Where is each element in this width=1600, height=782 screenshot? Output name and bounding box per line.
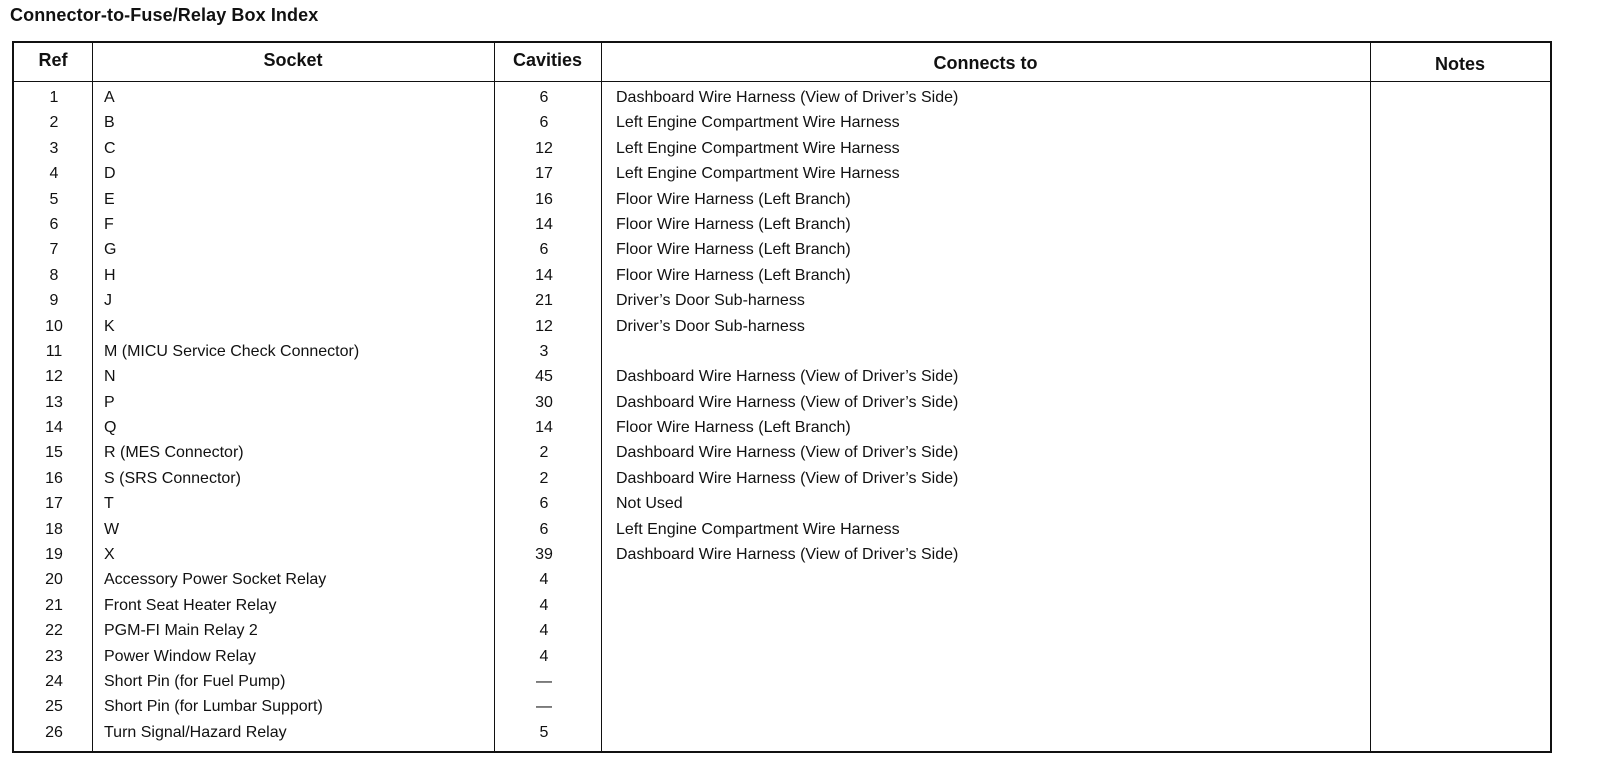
connects-to-cell: Floor Wire Harness (Left Branch) — [616, 419, 851, 437]
ref-cell: 10 — [45, 317, 63, 335]
page-title: Connector-to-Fuse/Relay Box Index — [10, 5, 319, 25]
cavities-cell: 6 — [539, 89, 549, 106]
cavities-cell: 14 — [535, 266, 553, 284]
cavities-cell: 4 — [539, 596, 549, 614]
connects-to-cell: Dashboard Wire Harness (View of Driver’s Side) — [616, 368, 959, 386]
connects-to-cell: Floor Wire Harness (Left Branch) — [616, 241, 851, 259]
table-row — [14, 443, 1550, 468]
ref-cell: 18 — [45, 520, 63, 538]
socket-cell: Q — [104, 419, 117, 437]
table-row — [14, 266, 1550, 291]
socket-cell: S (SRS Connector) — [104, 469, 241, 487]
ref-cell: 9 — [49, 292, 59, 310]
ref-cell: 3 — [49, 139, 59, 157]
connects-to-cell: Left Engine Compartment Wire Harness — [616, 139, 900, 157]
table-row — [14, 393, 1550, 418]
ref-cell: 14 — [45, 419, 63, 437]
socket-cell: R (MES Connector) — [104, 444, 244, 462]
connects-to-cell: Floor Wire Harness (Left Branch) — [616, 266, 851, 284]
table-row — [14, 215, 1550, 240]
table-row — [14, 647, 1550, 672]
socket-cell: Short Pin (for Lumbar Support) — [104, 698, 323, 716]
ref-cell: 15 — [45, 444, 63, 462]
table-row — [14, 418, 1550, 443]
table-row — [14, 240, 1550, 265]
table-row — [14, 570, 1550, 595]
socket-cell: K — [104, 317, 115, 335]
ref-cell: 21 — [45, 596, 63, 614]
ref-cell: 16 — [45, 469, 63, 487]
socket-cell: W — [104, 520, 120, 538]
cavities-cell: 6 — [539, 114, 549, 132]
socket-cell: T — [104, 495, 114, 513]
ref-cell: 11 — [45, 342, 63, 360]
socket-cell: Turn Signal/Hazard Relay — [104, 723, 287, 741]
ref-cell: 25 — [45, 698, 63, 716]
cavities-cell: 12 — [535, 139, 553, 157]
cavities-cell: 30 — [535, 393, 553, 411]
table-row — [14, 367, 1550, 392]
cavities-cell: 4 — [539, 622, 549, 640]
cavities-cell: 12 — [535, 317, 553, 335]
table-row — [14, 520, 1550, 545]
socket-cell: N — [104, 368, 116, 386]
ref-cell: 2 — [49, 114, 59, 132]
socket-cell: M (MICU Service Check Connector) — [104, 342, 360, 360]
ref-cell: 23 — [45, 647, 63, 665]
socket-cell: D — [104, 165, 116, 183]
cavities-cell: 5 — [539, 723, 549, 741]
table-row — [14, 723, 1550, 748]
ref-cell: 6 — [49, 215, 59, 233]
table-row — [14, 88, 1550, 113]
cavities-cell: 16 — [535, 190, 553, 208]
socket-cell: H — [104, 266, 116, 284]
table-row — [14, 164, 1550, 189]
connects-to-cell: Left Engine Compartment Wire Harness — [616, 165, 900, 183]
ref-cell: 26 — [45, 723, 63, 741]
table-row — [14, 139, 1550, 164]
table-row — [14, 672, 1550, 697]
header-ref: Ref — [38, 50, 68, 70]
socket-cell: B — [104, 114, 115, 132]
socket-cell: A — [104, 89, 115, 106]
connects-to-cell: Left Engine Compartment Wire Harness — [616, 520, 900, 538]
connects-to-cell: Floor Wire Harness (Left Branch) — [616, 215, 851, 233]
connects-to-cell: Floor Wire Harness (Left Branch) — [616, 190, 851, 208]
ref-cell: 5 — [49, 190, 59, 208]
ref-cell: 24 — [45, 672, 63, 690]
connector-index-table — [12, 41, 1552, 753]
header-notes: Notes — [1434, 54, 1485, 74]
cavities-cell: — — [536, 698, 552, 716]
header-cavities: Cavities — [512, 50, 583, 70]
connects-to-cell: Not Used — [616, 495, 683, 513]
header-socket: Socket — [263, 50, 323, 70]
cavities-cell: 2 — [539, 444, 549, 462]
cavities-cell: 14 — [535, 419, 553, 437]
ref-cell: 4 — [49, 165, 59, 183]
table-row — [14, 291, 1550, 316]
cavities-cell: 4 — [539, 647, 549, 665]
socket-cell: Front Seat Heater Relay — [104, 596, 277, 614]
ref-cell: 20 — [45, 571, 63, 589]
cavities-cell: 2 — [539, 469, 549, 487]
socket-cell: J — [104, 292, 112, 310]
connects-to-cell: Left Engine Compartment Wire Harness — [616, 114, 900, 132]
cavities-cell: 6 — [539, 241, 549, 259]
ref-cell: 19 — [45, 546, 63, 564]
table-row — [14, 317, 1550, 342]
ref-cell: 8 — [49, 266, 59, 284]
cavities-cell: — — [536, 672, 552, 690]
table-row — [14, 494, 1550, 519]
cavities-cell: 39 — [535, 546, 553, 564]
cavities-cell: 17 — [535, 165, 553, 183]
cavities-cell: 6 — [539, 495, 549, 513]
connects-to-cell: Driver’s Door Sub-harness — [616, 317, 805, 335]
ref-cell: 7 — [49, 241, 59, 259]
connects-to-cell: Dashboard Wire Harness (View of Driver’s Side) — [616, 546, 959, 564]
ref-cell: 12 — [45, 368, 63, 386]
table-row — [14, 545, 1550, 570]
ref-cell: 13 — [45, 393, 63, 411]
table-row — [14, 113, 1550, 138]
connects-to-cell: Dashboard Wire Harness (View of Driver’s Side) — [616, 469, 959, 487]
cavities-cell: 6 — [539, 520, 549, 538]
connects-to-cell: Dashboard Wire Harness (View of Driver’s Side) — [616, 393, 959, 411]
cavities-cell: 3 — [539, 342, 549, 360]
socket-cell: E — [104, 190, 115, 208]
table-row — [14, 190, 1550, 215]
table-row — [14, 469, 1550, 494]
socket-cell: Accessory Power Socket Relay — [104, 571, 327, 589]
socket-cell: X — [104, 546, 115, 564]
socket-cell: F — [104, 215, 114, 233]
socket-cell: Short Pin (for Fuel Pump) — [104, 672, 286, 690]
ref-cell: 1 — [49, 89, 59, 106]
socket-cell: Power Window Relay — [104, 647, 257, 665]
table-row — [14, 596, 1550, 621]
connects-to-cell: Driver’s Door Sub-harness — [616, 292, 805, 310]
table-row — [14, 621, 1550, 646]
socket-cell: PGM-FI Main Relay 2 — [104, 622, 258, 640]
header-connects-to: Connects to — [933, 53, 1038, 73]
cavities-cell: 45 — [535, 368, 553, 386]
table-row — [14, 697, 1550, 722]
connects-to-cell: Dashboard Wire Harness (View of Driver’s Side) — [616, 89, 959, 106]
table-row — [14, 342, 1550, 367]
socket-cell: G — [104, 241, 117, 259]
connects-to-cell: Dashboard Wire Harness (View of Driver’s Side) — [616, 444, 959, 462]
ref-cell: 17 — [45, 495, 63, 513]
cavities-cell: 21 — [535, 292, 553, 310]
cavities-cell: 14 — [535, 215, 553, 233]
socket-cell: P — [104, 393, 115, 411]
socket-cell: C — [104, 139, 116, 157]
table-body — [14, 88, 1550, 748]
ref-cell: 22 — [45, 622, 63, 640]
cavities-cell: 4 — [539, 571, 549, 589]
